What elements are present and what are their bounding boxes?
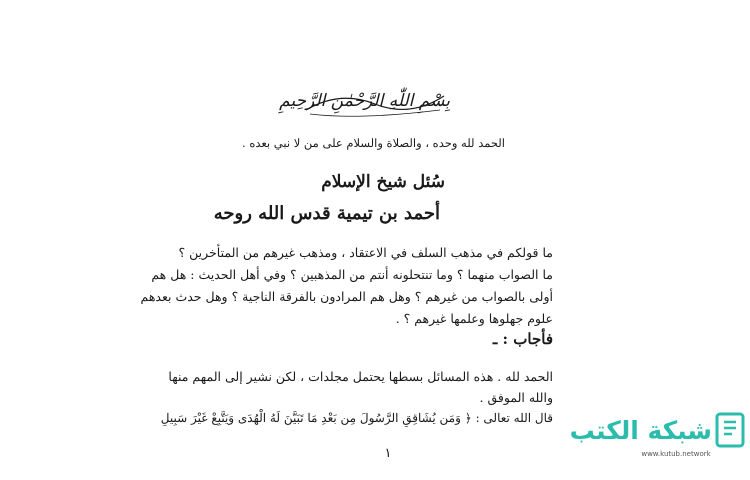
answer-line: والله الموفق . — [479, 390, 553, 405]
watermark-logo — [569, 406, 746, 466]
quran-quote-line: قال الله تعالى : ﴿ وَمَن يُشَاقِقِ الرَّسُولَ مِن بَعْدِ مَا تَبَيَّنَ لَهُ الْهُدَى وَيَتَّبِعْ غَيْرَ سَبِيلِ — [160, 411, 553, 425]
logo-url: www.kutub.network — [641, 450, 711, 458]
book-icon — [714, 412, 746, 448]
heading-question-asked: سُئل شيخ الإسلام — [321, 172, 445, 192]
page-number: ١ — [384, 446, 392, 461]
intro-line: الحمد لله وحده ، والصلاة والسلام على من لا نبي بعده . — [242, 136, 505, 150]
heading-author-name: أحمد بن تيمية قدس الله روحه — [213, 203, 440, 224]
basmala-calligraphy — [279, 80, 450, 122]
answer-line: الحمد لله . هذه المسائل بسطها يحتمل مجلدات ، لكن نشير إلى المهم منها — [168, 369, 553, 384]
logo-text: شبكة الكتب — [569, 416, 712, 445]
question-paragraph — [123, 242, 553, 330]
answer-label: فأجاب : ـ — [492, 330, 553, 348]
question-line: ما قولكم في مذهب السلف في الاعتقاد ، ومذهب غيرهم من المتأخرين ؟ — [178, 245, 553, 260]
question-line: ما الصواب منهما ؟ وما تنتحلونه أنتم من المذهبين ؟ وفي أهل الحديث : هل هم — [151, 267, 553, 282]
question-line: علوم جهلوها وعلمها غيرهم ؟ . — [395, 311, 553, 326]
question-line: أولى بالصواب من غيرهم ؟ وهل هم المرادون بالفرقة الناجية ؟ وهل حدث بعدهم — [140, 289, 553, 304]
basmala-text: بِسْمِ اللّٰهِ الرَّحْمٰنِ الرَّحِيمِ — [279, 91, 450, 111]
answer-paragraph — [123, 366, 553, 408]
